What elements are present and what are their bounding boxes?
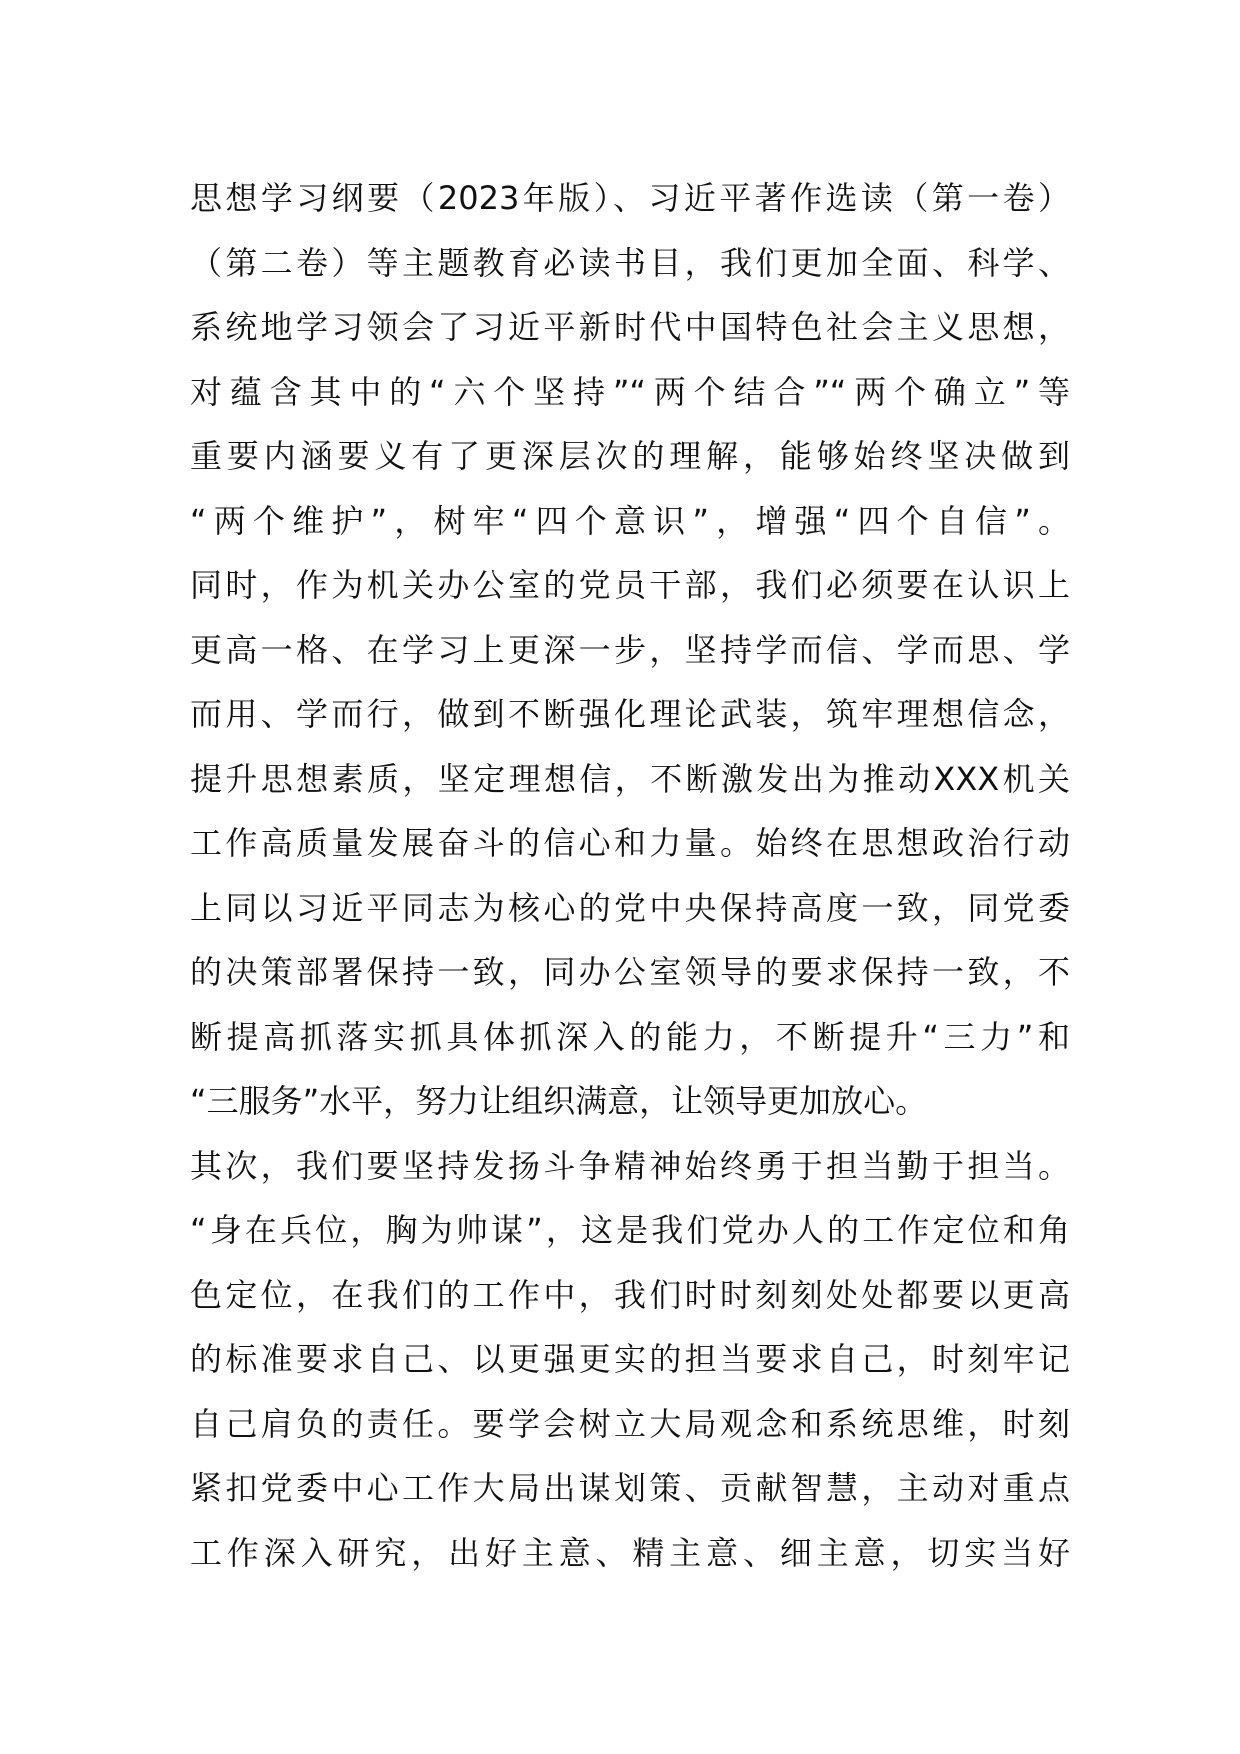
- text-line: 对蕴含其中的“六个坚持”“两个结合”“两个确立”等: [190, 372, 1070, 411]
- body-text: [190, 166, 1070, 1585]
- text-line: 其次，我们要坚持发扬斗争精神始终勇于担当勤于担当。: [190, 1146, 1070, 1185]
- text-line: 的决策部署保持一致，同办公室领导的要求保持一致，不: [190, 953, 1070, 991]
- text-line: 重要内涵要义有了更深层次的理解，能够始终坚决做到: [190, 437, 1070, 475]
- text-line: 工作深入研究，出好主意、精主意、细主意，切实当好: [190, 1533, 1070, 1572]
- text-line: 上同以习近平同志为核心的党中央保持高度一致，同党委: [190, 888, 1070, 927]
- text-line: 断提高抓落实抓具体抓深入的能力，不断提升“三力”和: [190, 1017, 1070, 1056]
- text-line: 紧扣党委中心工作大局出谋划策、贡献智慧，主动对重点: [190, 1469, 1070, 1507]
- text-line: 同时，作为机关办公室的党员干部，我们必须要在认识上: [190, 566, 1070, 604]
- text-line: “三服务”水平，努力让组织满意，让领导更加放心。: [190, 1082, 928, 1120]
- text-line: 系统地学习领会了习近平新时代中国特色社会主义思想，: [190, 308, 1070, 346]
- text-line: 工作高质量发展奋斗的信心和力量。始终在思想政治行动: [190, 824, 1070, 862]
- text-line: 的标准要求自己、以更强更实的担当要求自己，时刻牢记: [190, 1340, 1070, 1378]
- text-line: 而用、学而行，做到不断强化理论武装，筑牢理想信念，: [190, 695, 1070, 733]
- text-line: “身在兵位，胸为帅谋”，这是我们党办人的工作定位和角: [190, 1211, 1070, 1249]
- text-line: 思想学习纲要（2023年版）、习近平著作选读（第一卷）: [190, 179, 1070, 217]
- text-line: 更高一格、在学习上更深一步，坚持学而信、学而思、学: [190, 630, 1070, 669]
- text-line: 提升思想素质，坚定理想信，不断激发出为推动XXX机关: [190, 759, 1070, 798]
- text-line: 自己肩负的责任。要学会树立大局观念和系统思维，时刻: [190, 1404, 1070, 1443]
- text-line: （第二卷）等主题教育必读书目，我们更加全面、科学、: [190, 243, 1070, 282]
- text-line: “两个维护”，树牢“四个意识”，增强“四个自信”。: [190, 501, 1070, 540]
- text-line: 色定位，在我们的工作中，我们时时刻刻处处都要以更高: [190, 1275, 1070, 1314]
